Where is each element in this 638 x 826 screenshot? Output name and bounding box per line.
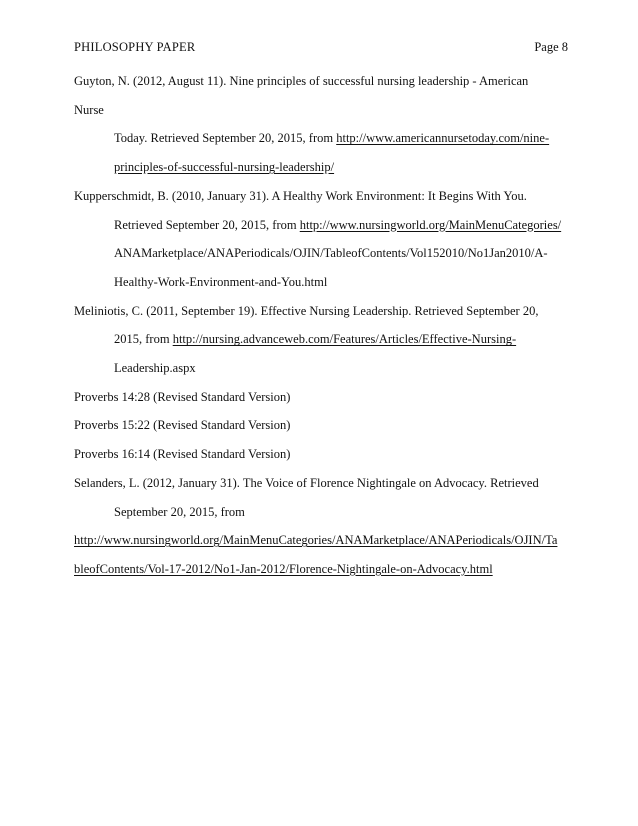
page-number: Page 8	[534, 40, 568, 54]
reference-url-link[interactable]: http://www.nursingworld.org/MainMenuCategories/ANAMarketplace/ANAPeriodicals/OJIN/Ta	[74, 533, 558, 548]
reference-text: Guyton, N. (2012, August 11). Nine principles of successful nursing leadership - American	[74, 74, 529, 88]
reference-line	[74, 532, 557, 548]
reference-text: Retrieved September 20, 2015, from	[114, 217, 300, 232]
reference-line	[74, 561, 493, 577]
reference-line	[114, 217, 561, 233]
reference-url-link[interactable]: http://nursing.advanceweb.com/Features/Articles/Effective-Nursing-	[172, 332, 517, 347]
running-header	[74, 40, 568, 56]
reference-text: Proverbs 15:22 (Revised Standard Version)	[74, 418, 291, 433]
reference-line	[114, 130, 549, 146]
reference-url-link[interactable]: http://www.nursingworld.org/MainMenuCategories/	[299, 217, 562, 232]
reference-url-link[interactable]: bleofContents/Vol-17-2012/No1-Jan-2012/Florence-Nightingale-on-Advocacy.html	[74, 561, 493, 576]
reference-url-link[interactable]: http://www.americannursetoday.com/nine-	[336, 131, 550, 146]
reference-line	[74, 102, 104, 118]
reference-line	[74, 417, 290, 433]
reference-text: Proverbs 16:14 (Revised Standard Version)	[74, 447, 291, 462]
reference-text: September 20, 2015, from	[114, 504, 245, 519]
reference-text: Proverbs 14:28 (Revised Standard Version)	[74, 389, 291, 404]
reference-text: 2015, from	[114, 332, 173, 347]
reference-text: Healthy-Work-Environment-and-You.html	[114, 274, 328, 289]
reference-url-link[interactable]: principles-of-successful-nursing-leadership/	[114, 160, 335, 175]
reference-line	[74, 475, 539, 491]
reference-text: Today. Retrieved September 20, 2015, from	[114, 131, 337, 146]
reference-line	[74, 303, 538, 319]
reference-line	[114, 245, 548, 261]
reference-text: Nurse	[74, 102, 104, 117]
reference-line	[74, 73, 528, 89]
reference-text: Meliniotis, C. (2011, September 19). Effective Nursing Leadership. Retrieved September 20,	[74, 303, 539, 318]
reference-line	[74, 188, 527, 204]
reference-line	[114, 331, 516, 347]
header-title: PHILOSOPHY PAPER	[74, 40, 196, 54]
reference-text: Leadership.aspx	[114, 361, 196, 375]
reference-line	[114, 504, 245, 520]
reference-line	[74, 446, 290, 462]
reference-line	[74, 389, 290, 405]
reference-line	[114, 360, 196, 376]
reference-line	[114, 274, 327, 290]
reference-text: ANAMarketplace/ANAPeriodicals/OJIN/TableofContents/Vol152010/No1Jan2010/A-	[114, 246, 548, 261]
reference-line	[114, 159, 334, 175]
reference-text: Kupperschmidt, B. (2010, January 31). A Healthy Work Environment: It Begins With You.	[74, 188, 527, 203]
reference-text: Selanders, L. (2012, January 31). The Voice of Florence Nightingale on Advocacy. Retrieved	[74, 475, 539, 490]
